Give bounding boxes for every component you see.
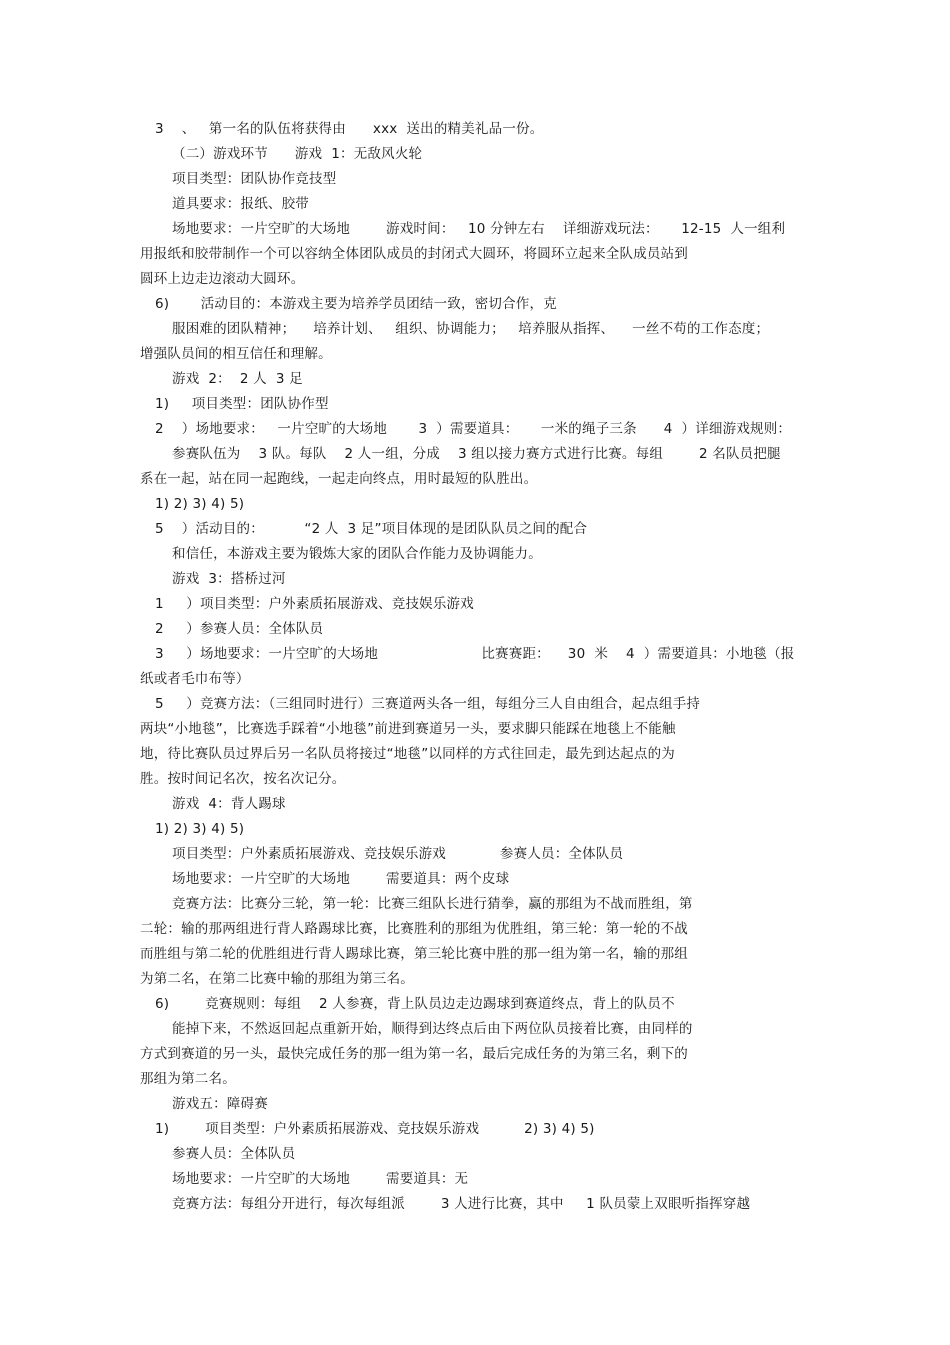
text-line: 两块“小地毯”，比赛选手踩着“小地毯”前进到赛道另一头，要求脚只能踩在地毯上不能触 (140, 721, 676, 737)
text-line: 3 、 第一名的队伍将获得由 xxx 送出的精美礼品一份。 (155, 121, 544, 137)
text-line: 游戏 4：背人踢球 (172, 796, 286, 812)
text-line: 游戏 3：搭桥过河 (172, 571, 286, 587)
text-line: 游戏 2： 2 人 3 足 (172, 371, 303, 387)
text-line: 参赛队伍为 3 队。每队 2 人一组，分成 3 组以接力赛方式进行比赛。每组 2 名队员把腿 (172, 446, 781, 462)
text-line: 1 ）项目类型：户外素质拓展游戏、竞技娱乐游戏 (155, 596, 474, 612)
text-line: 二轮：输的那两组进行背人路踢球比赛，比赛胜利的那组为优胜组，第三轮：第一轮的不战 (140, 921, 688, 937)
text-line: （二）游戏环节 游戏 1：无敌风火轮 (172, 146, 423, 162)
text-line: 项目类型：户外素质拓展游戏、竞技娱乐游戏 参赛人员：全体队员 (172, 846, 624, 862)
text-line: 游戏五：障碍赛 (172, 1096, 268, 1112)
text-line: 道具要求：报纸、胶带 (172, 196, 309, 212)
text-line: 6) 竞赛规则：每组 2 人参赛，背上队员边走边踢球到赛道终点，背上的队员不 (155, 996, 675, 1012)
text-line: 而胜组与第二轮的优胜组进行背人踢球比赛，第三轮比赛中胜的那一组为第一名，输的那组 (140, 946, 688, 962)
text-line: 参赛人员：全体队员 (172, 1146, 296, 1162)
text-line: 能掉下来，不然返回起点重新开始，顺得到达终点后由下两位队员接着比赛，由同样的 (172, 1021, 693, 1037)
text-line: 服困难的团队精神； 培养计划、 组织、协调能力； 培养服从指挥、 一丝不苟的工作态度； (172, 321, 770, 337)
text-line: 纸或者毛巾布等） (140, 671, 250, 687)
text-line: 竞赛方法：比赛分三轮，第一轮：比赛三组队长进行猜拳，赢的那组为不战而胜组，第 (172, 896, 693, 912)
text-line: 地，待比赛队员过界后另一名队员将接过“地毯”以同样的方式往回走，最先到达起点的为 (140, 746, 675, 762)
text-line: 5 ）活动目的： “2 人 3 足”项目体现的是团队队员之间的配合 (155, 521, 588, 537)
text-line: 1) 2) 3) 4) 5) (155, 821, 245, 837)
text-line: 2 ）场地要求： 一片空旷的大场地 3 ）需要道具： 一米的绳子三条 4 ）详细游戏规则： (155, 421, 792, 437)
text-line: 用报纸和胶带制作一个可以容纳全体团队成员的封闭式大圆环，将圆环立起来全队成员站到 (140, 246, 688, 262)
text-line: 3 ）场地要求：一片空旷的大场地 比赛赛距： 30 米 4 ）需要道具：小地毯（报 (155, 646, 795, 662)
text-line: 方式到赛道的另一头，最快完成任务的那一组为第一名，最后完成任务的为第三名，剩下的 (140, 1046, 688, 1062)
text-line: 场地要求：一片空旷的大场地 需要道具：无 (172, 1171, 469, 1187)
text-line: 和信任，本游戏主要为锻炼大家的团队合作能力及协调能力。 (172, 546, 542, 562)
text-line: 圆环上边走边滚动大圆环。 (140, 271, 305, 287)
text-line: 项目类型：团队协作竞技型 (172, 171, 337, 187)
text-line: 胜。按时间记名次，按名次记分。 (140, 771, 346, 787)
text-line: 系在一起，站在同一起跑线，一起走向终点，用时最短的队胜出。 (140, 471, 538, 487)
text-line: 场地要求：一片空旷的大场地 游戏时间： 10 分钟左右 详细游戏玩法： 12-15 人一组利 (172, 221, 786, 237)
text-line: 场地要求：一片空旷的大场地 需要道具：两个皮球 (172, 871, 510, 887)
text-line: 那组为第二名。 (140, 1071, 236, 1087)
text-line: 1) 2) 3) 4) 5) (155, 496, 245, 512)
text-line: 1) 项目类型：团队协作型 (155, 396, 329, 412)
text-line: 6) 活动目的：本游戏主要为培养学员团结一致，密切合作，克 (155, 296, 557, 312)
text-line: 5 ）竞赛方法：（三组同时进行）三赛道两头各一组，每组分三人自由组合，起点组手持 (155, 696, 701, 712)
text-line: 1) 项目类型：户外素质拓展游戏、竞技娱乐游戏 2) 3) 4) 5) (155, 1121, 595, 1137)
text-line: 2 ）参赛人员：全体队员 (155, 621, 324, 637)
text-line: 为第二名，在第二比赛中输的那组为第三名。 (140, 971, 414, 987)
text-line: 竞赛方法：每组分开进行，每次每组派 3 人进行比赛，其中 1 队员蒙上双眼听指挥穿越 (172, 1196, 751, 1212)
text-line: 增强队员间的相互信任和理解。 (140, 346, 332, 362)
